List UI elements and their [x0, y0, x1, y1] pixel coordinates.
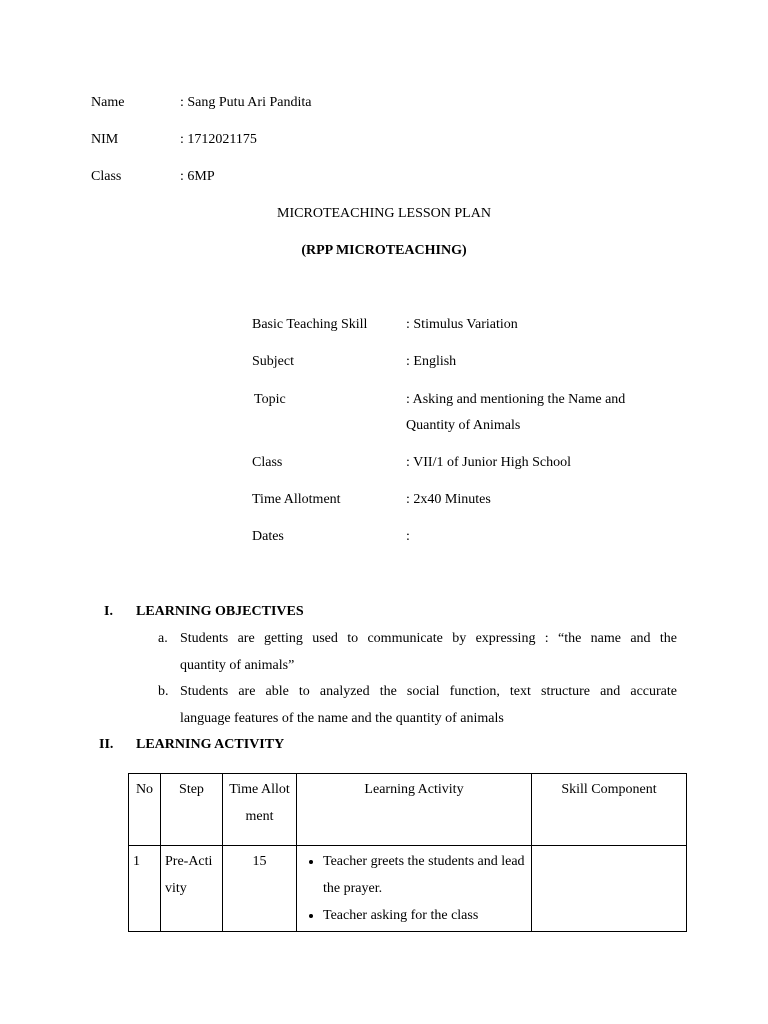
objective-a-line1: Students are getting used to communicate by expressing : “the name and the — [180, 631, 677, 646]
page-title: MICROTEACHING LESSON PLAN — [277, 206, 491, 221]
name-label: Name — [91, 95, 125, 110]
section1-heading: LEARNING OBJECTIVES — [136, 604, 304, 619]
name-value: : Sang Putu Ari Pandita — [180, 95, 312, 110]
header-learning-activity: Learning Activity — [297, 774, 532, 846]
info-class-value: : VII/1 of Junior High School — [406, 455, 572, 470]
row1-activity — [297, 846, 532, 932]
list-item: • Teacher asking for the class — [323, 902, 527, 929]
list-item: • Teacher greets the students and lead the prayer. — [323, 848, 527, 902]
row1-step: Pre-Activity — [161, 846, 223, 932]
header-time-allotment: Time Allotment — [223, 774, 297, 846]
activity-list — [301, 848, 527, 929]
objective-b-line1: Students are able to analyzed the social function, text structure and accurate — [180, 684, 677, 699]
objective-b-line2: language features of the name and the quantity of animals — [180, 711, 504, 726]
row1-time: 15 — [223, 846, 297, 932]
learning-activity-table — [128, 773, 687, 932]
subject-value: : English — [406, 354, 457, 369]
row1-no: 1 — [129, 846, 161, 932]
nim-label: NIM — [91, 132, 119, 147]
topic-value-line2: Quantity of Animals — [406, 418, 521, 433]
time-label: Time Allotment — [252, 492, 341, 507]
skill-label: Basic Teaching Skill — [252, 317, 368, 332]
table-header-row — [129, 774, 687, 846]
subject-label: Subject — [252, 354, 294, 369]
objective-a-marker: a. — [158, 631, 168, 646]
topic-value-line1: : Asking and mentioning the Name and — [406, 392, 626, 407]
row1-skill — [532, 846, 687, 932]
skill-value: : Stimulus Variation — [406, 317, 518, 332]
table-row — [129, 846, 687, 932]
objective-b-marker: b. — [158, 684, 169, 699]
header-step: Step — [161, 774, 223, 846]
section1-numeral: I. — [104, 604, 113, 619]
topic-label: Topic — [254, 392, 286, 407]
dates-label: Dates — [252, 529, 284, 544]
page-subtitle: (RPP MICROTEACHING) — [301, 243, 467, 258]
section2-numeral: II. — [99, 737, 114, 752]
info-class-label: Class — [252, 455, 283, 470]
section2-heading: LEARNING ACTIVITY — [136, 737, 285, 752]
class-label: Class — [91, 169, 122, 184]
class-value: : 6MP — [180, 169, 215, 184]
dates-value: : — [406, 529, 410, 544]
nim-value: : 1712021175 — [180, 132, 257, 147]
objective-a-line2: quantity of animals” — [180, 658, 295, 673]
time-value: : 2x40 Minutes — [406, 492, 491, 507]
header-no: No — [129, 774, 161, 846]
header-skill-component: Skill Component — [532, 774, 687, 846]
